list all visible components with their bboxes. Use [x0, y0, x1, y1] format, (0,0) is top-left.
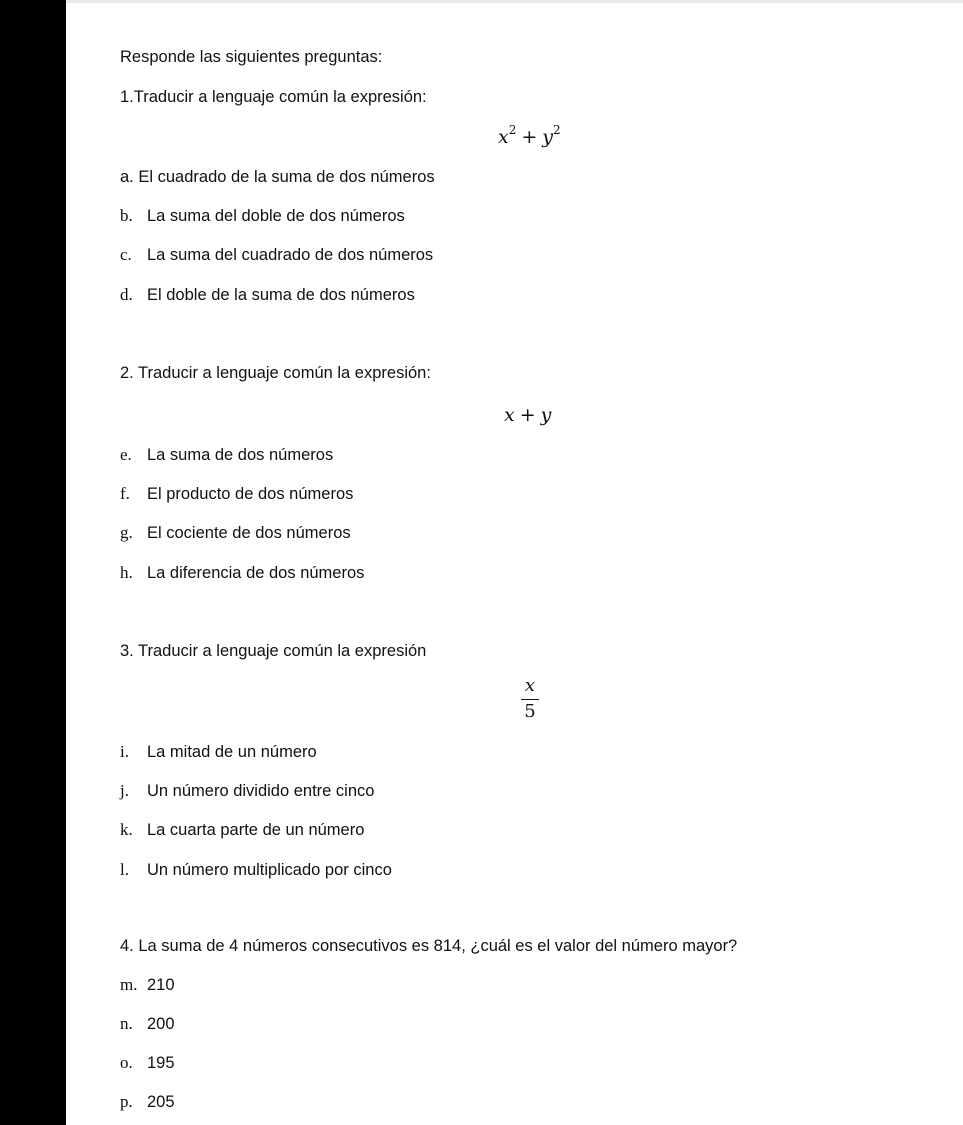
question-1-option-c[interactable]: c. La suma del cuadrado de dos números — [120, 245, 434, 264]
question-2-option-h[interactable]: h. La diferencia de dos números — [120, 563, 365, 582]
instructions: Responde las siguientes preguntas: — [120, 48, 383, 66]
question-2-prompt: 2. Traducir a lenguaje común la expresión: — [120, 364, 431, 382]
fraction-denominator: 5 — [524, 701, 536, 722]
question-2-option-e[interactable]: e. La suma de dos números — [120, 445, 334, 464]
question-4-option-p[interactable]: p. 205 — [120, 1092, 175, 1111]
question-1-prompt: 1.Traducir a lenguaje común la expresión: — [120, 88, 427, 106]
question-1-option-d[interactable]: d. El doble de la suma de dos números — [120, 285, 415, 304]
question-2-option-g[interactable]: g. El cociente de dos números — [120, 523, 351, 542]
question-1-option-b[interactable]: b. La suma del doble de dos números — [120, 206, 405, 225]
question-3-option-l[interactable]: l. Un número multiplicado por cinco — [120, 860, 392, 879]
question-3-prompt: 3. Traducir a lenguaje común la expresión — [120, 642, 427, 660]
question-3-option-j[interactable]: j. Un número dividido entre cinco — [120, 781, 375, 800]
question-1-expression: $x^2 + y^2$ — [498, 123, 561, 148]
fraction-numerator: x — [521, 675, 539, 700]
question-3-option-i[interactable]: i. La mitad de un número — [120, 742, 317, 761]
question-2-option-f[interactable]: f. El producto de dos números — [120, 484, 354, 503]
page-top-edge — [66, 0, 963, 3]
question-4-option-m[interactable]: m. 210 — [120, 975, 175, 994]
question-4-option-o[interactable]: o. 195 — [120, 1053, 175, 1072]
question-4-option-n[interactable]: n. 200 — [120, 1014, 175, 1033]
question-3-option-k[interactable]: k. La cuarta parte de un número — [120, 820, 365, 839]
document-page — [66, 0, 963, 1125]
question-3-fraction — [521, 675, 539, 723]
question-4-prompt: 4. La suma de 4 números consecutivos es 814, ¿cuál es el valor del número mayor? — [120, 937, 738, 955]
question-1-option-a[interactable]: a. El cuadrado de la suma de dos números — [120, 168, 435, 186]
question-2-expression: x + y — [504, 404, 552, 426]
